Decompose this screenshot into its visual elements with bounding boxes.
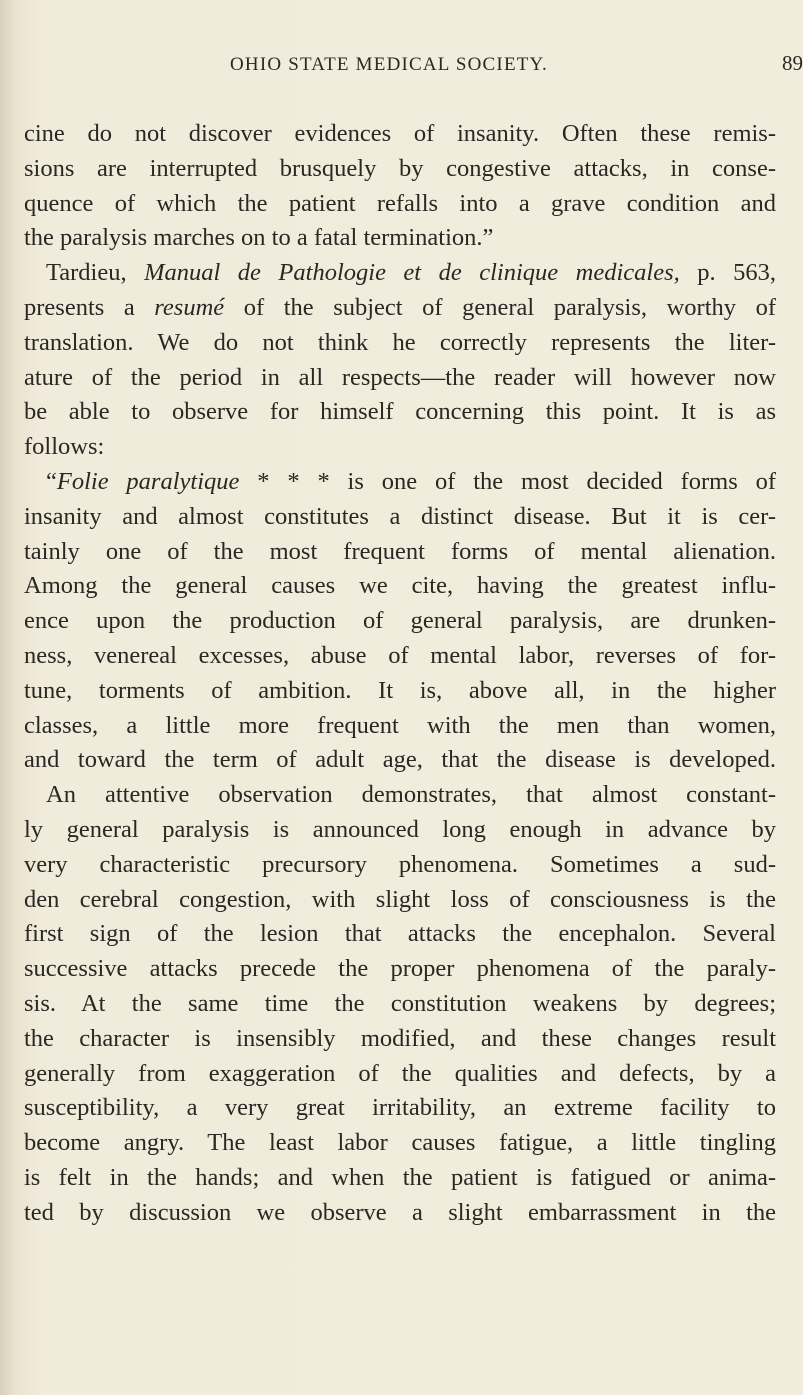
text-line [24, 152, 776, 187]
text-line [24, 361, 776, 396]
text-segment: ly general paralysis is announced long enough in advance by [24, 815, 776, 843]
text-line [24, 1057, 776, 1092]
text-segment: is felt in the hands; and when the patient is fatigued or anima- [24, 1163, 776, 1191]
text-segment: the character is insensibly modified, and these changes result [24, 1024, 776, 1052]
text-segment: classes, a little more frequent with the men than women, [24, 711, 776, 739]
text-segment: Tardieu, [46, 259, 145, 287]
text-segment: Among the general causes we cite, having the greatest influ- [24, 572, 776, 600]
running-head: OHIO STATE MEDICAL SOCIETY. [230, 54, 548, 75]
text-segment: quence of which the patient refalls into a grave condition and [24, 189, 776, 217]
text-line [24, 883, 776, 918]
text-segment: sis. At the same time the constitution weakens by degrees; [24, 989, 776, 1017]
text-line [24, 1091, 776, 1126]
text-line [24, 848, 776, 883]
text-segment: and toward the term of adult age, that the disease is developed. [24, 746, 776, 774]
text-segment: * * * is one of the most decided forms of [239, 467, 776, 495]
text-line [24, 430, 776, 465]
text-line [24, 256, 776, 291]
text-segment: “ [46, 467, 57, 495]
text-segment: tainly one of the most frequent forms of mental alienation. [24, 537, 776, 565]
text-segment: be able to observe for himself concerning this point. It is as [24, 398, 776, 426]
text-segment: An attentive observation demonstrates, that almost constant- [46, 781, 776, 809]
text-segment: susceptibility, a very great irritability, an extreme facility to [24, 1094, 776, 1122]
italic-text: resumé [154, 293, 225, 321]
text-line [24, 778, 776, 813]
text-line [24, 813, 776, 848]
text-line [24, 604, 776, 639]
text-line [24, 326, 776, 361]
text-segment: very characteristic precursory phenomena. Sometimes a sud- [24, 850, 776, 878]
text-segment: of the subject of general paralysis, worthy of [224, 293, 776, 321]
text-segment: ature of the period in all respects—the reader will however now [24, 363, 776, 391]
body-text [24, 117, 776, 1231]
text-line [24, 569, 776, 604]
text-segment: the paralysis marches on to a fatal termination.” [24, 224, 494, 252]
text-line [24, 291, 776, 326]
text-line [24, 221, 776, 256]
text-line [24, 1126, 776, 1161]
text-segment: ness, venereal excesses, abuse of mental labor, reverses of for- [24, 641, 776, 669]
text-line [24, 117, 776, 152]
text-line [24, 952, 776, 987]
text-line [24, 709, 776, 744]
page-header [0, 51, 803, 84]
text-line [24, 1022, 776, 1057]
text-segment: insanity and almost constitutes a distinct disease. But it is cer- [24, 502, 776, 530]
text-line [24, 987, 776, 1022]
text-line [24, 639, 776, 674]
text-line [24, 465, 776, 500]
text-segment: translation. We do not think he correctly represents the liter- [24, 328, 776, 356]
text-segment: den cerebral congestion, with slight loss of consciousness is the [24, 885, 776, 913]
text-segment: follows: [24, 433, 105, 461]
text-line [24, 395, 776, 430]
text-segment: presents a [24, 293, 155, 321]
text-segment: generally from exaggeration of the qualities and defects, by a [24, 1059, 776, 1087]
text-segment: ted by discussion we observe a slight embarrassment in the [24, 1198, 776, 1226]
text-segment: cine do not discover evidences of insanity. Often these remis- [24, 120, 776, 147]
text-line [24, 500, 776, 535]
text-segment: sions are interrupted brusquely by congestive attacks, in conse- [24, 154, 776, 182]
text-segment: ence upon the production of general paralysis, are drunken- [24, 607, 776, 635]
text-line [24, 674, 776, 709]
text-segment: p. 563, [679, 259, 776, 287]
text-line [24, 535, 776, 570]
text-line [24, 187, 776, 222]
text-segment: successive attacks precede the proper phenomena of the paraly- [24, 955, 776, 983]
text-line [24, 743, 776, 778]
italic-text: Manual de Pathologie et de clinique medicales, [144, 259, 680, 287]
text-segment: become angry. The least labor causes fatigue, a little tingling [24, 1129, 776, 1157]
text-line [24, 1196, 776, 1231]
text-line [24, 917, 776, 952]
italic-text: Folie paralytique [56, 467, 240, 495]
text-segment: first sign of the lesion that attacks the encephalon. Several [24, 920, 776, 948]
text-segment: tune, torments of ambition. It is, above all, in the higher [24, 676, 776, 704]
text-line [24, 1161, 776, 1196]
page-number: 89 [782, 51, 803, 75]
